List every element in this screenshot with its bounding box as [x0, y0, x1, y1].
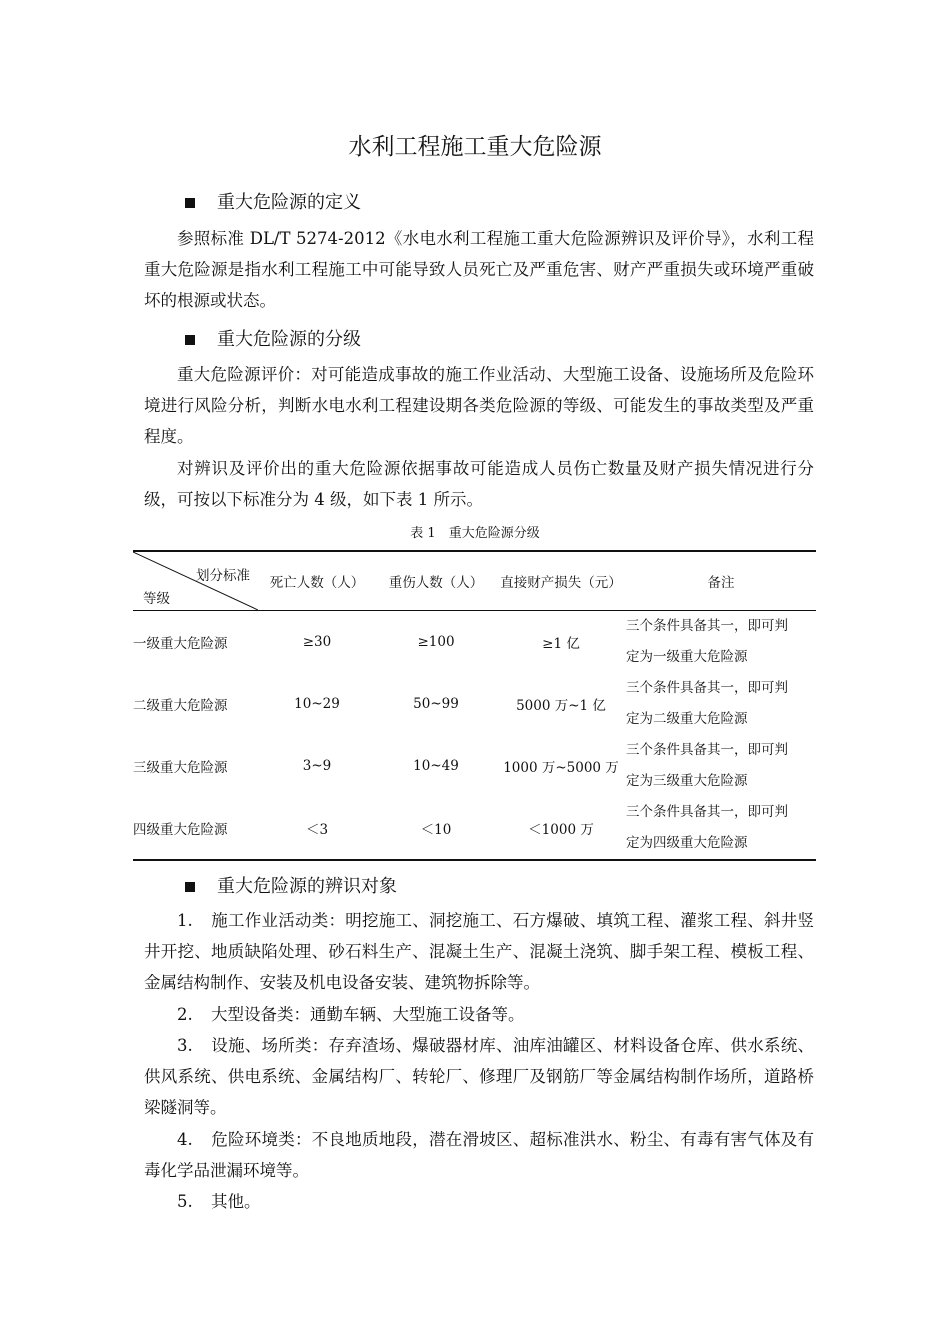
- grading-paragraph-2: 对辨识及评价出的重大危险源依据事故可能造成人员伤亡数量及财产损失情况进行分级，可按以下标准分为 4 级，如下表 1 所示。: [144, 459, 814, 509]
- note-cell: [626, 797, 816, 860]
- list-item: [144, 1124, 814, 1186]
- item-text: 设施、场所类：存弃渣场、爆破器材库、油库油罐区、材料设备仓库、供水系统、供风系统、供电系统、金属结构厂、转轮厂、修理厂及钢筋厂等金属结构制作场所，道路桥梁隧洞等。: [144, 1036, 814, 1117]
- section-heading-definition: [185, 190, 361, 216]
- injuries-cell: 50~99: [413, 696, 459, 712]
- square-bullet-icon: [185, 335, 195, 345]
- section-heading-text: 重大危险源的定义: [217, 192, 361, 213]
- note-line: 三个条件具备其一，即可判: [626, 618, 788, 634]
- square-bullet-icon: [185, 198, 195, 208]
- item-number: 1.: [177, 911, 193, 930]
- note-line: 三个条件具备其一，即可判: [626, 742, 788, 758]
- deaths-cell: ≥30: [302, 634, 332, 650]
- note-line: 定为一级重大危险源: [626, 649, 748, 665]
- section-heading-grading: [185, 327, 361, 353]
- deaths-cell: ＜3: [258, 797, 376, 860]
- definition-paragraph: 参照标准 DL/T 5274-2012《水电水利工程施工重大危险源辨识及评价导》，水利工程重大危险源是指水利工程施工中可能导致人员死亡及严重危害、财产严重损失或环境严重破坏的根源或状态。: [144, 229, 814, 310]
- table-header-row: [133, 551, 816, 611]
- note-cell: [626, 735, 816, 797]
- item-number: 5.: [177, 1192, 193, 1211]
- note-line: 定为三级重大危险源: [626, 773, 748, 789]
- injuries-cell: ＜10: [376, 797, 496, 860]
- item-number: 3.: [177, 1036, 193, 1055]
- deaths-cell: 10~29: [294, 696, 340, 712]
- section-heading-text: 重大危险源的分级: [217, 329, 361, 350]
- hazard-grade-table: [133, 550, 816, 861]
- table-row: [133, 797, 816, 860]
- level-cell: 二级重大危险源: [133, 698, 228, 714]
- note-cell: [626, 611, 816, 674]
- table-row: [133, 735, 816, 797]
- column-header-note: 备注: [626, 551, 816, 611]
- loss-cell: 5000 万~1 亿: [516, 698, 606, 714]
- level-cell: 三级重大危险源: [133, 760, 228, 776]
- header-criteria-label: 划分标准: [196, 568, 250, 584]
- column-header-injuries: 重伤人数（人）: [376, 551, 496, 611]
- section-heading-text: 重大危险源的辨识对象: [217, 876, 397, 897]
- item-text: 危险环境类：不良地质地段，潜在滑坡区、超标准洪水、粉尘、有毒有害气体及有毒化学品泄漏环境等。: [144, 1130, 814, 1180]
- page-title: 水利工程施工重大危险源: [348, 134, 602, 160]
- note-line: 定为二级重大危险源: [626, 711, 748, 727]
- note-line: 三个条件具备其一，即可判: [626, 680, 788, 696]
- table-row: [133, 673, 816, 735]
- level-cell: 一级重大危险源: [133, 636, 228, 652]
- column-header-deaths: 死亡人数（人）: [258, 551, 376, 611]
- note-cell: [626, 673, 816, 735]
- loss-cell: 1000 万~5000 万: [503, 760, 619, 776]
- item-number: 4.: [177, 1130, 193, 1149]
- injuries-cell: ≥100: [417, 634, 455, 650]
- injuries-cell: 10~49: [413, 758, 459, 774]
- table-row: [133, 611, 816, 674]
- loss-cell: ≥1 亿: [542, 636, 580, 652]
- diagonal-header-cell: [133, 551, 258, 611]
- table-caption: 表 1 重大危险源分级: [410, 526, 540, 541]
- note-line: 三个条件具备其一，即可判: [626, 804, 788, 820]
- item-text: 其他。: [211, 1192, 261, 1211]
- loss-cell: ＜1000 万: [496, 797, 626, 860]
- list-item: [144, 1030, 814, 1123]
- list-item: [144, 905, 814, 998]
- item-text: 大型设备类：通勤车辆、大型施工设备等。: [211, 1005, 525, 1024]
- grading-paragraph-1: 重大危险源评价：对可能造成事故的施工作业活动、大型施工设备、设施场所及危险环境进行风险分析，判断水电水利工程建设期各类危险源的等级、可能发生的事故类型及严重程度。: [144, 365, 814, 446]
- section-heading-identification: [185, 874, 397, 900]
- level-cell: 四级重大危险源: [133, 797, 258, 860]
- list-item: [144, 999, 814, 1030]
- item-text: 施工作业活动类：明挖施工、洞挖施工、石方爆破、填筑工程、灌浆工程、斜井竖井开挖、地质缺陷处理、砂石料生产、混凝土生产、混凝土浇筑、脚手架工程、模板工程、金属结构制作、安装及机电设备安装、建筑物拆除等。: [144, 911, 814, 992]
- note-line: 定为四级重大危险源: [626, 835, 748, 851]
- header-level-label: 等级: [143, 591, 170, 607]
- deaths-cell: 3~9: [302, 758, 332, 774]
- column-header-loss: 直接财产损失（元）: [496, 551, 626, 611]
- list-item: [144, 1186, 814, 1217]
- square-bullet-icon: [185, 882, 195, 892]
- item-number: 2.: [177, 1005, 193, 1024]
